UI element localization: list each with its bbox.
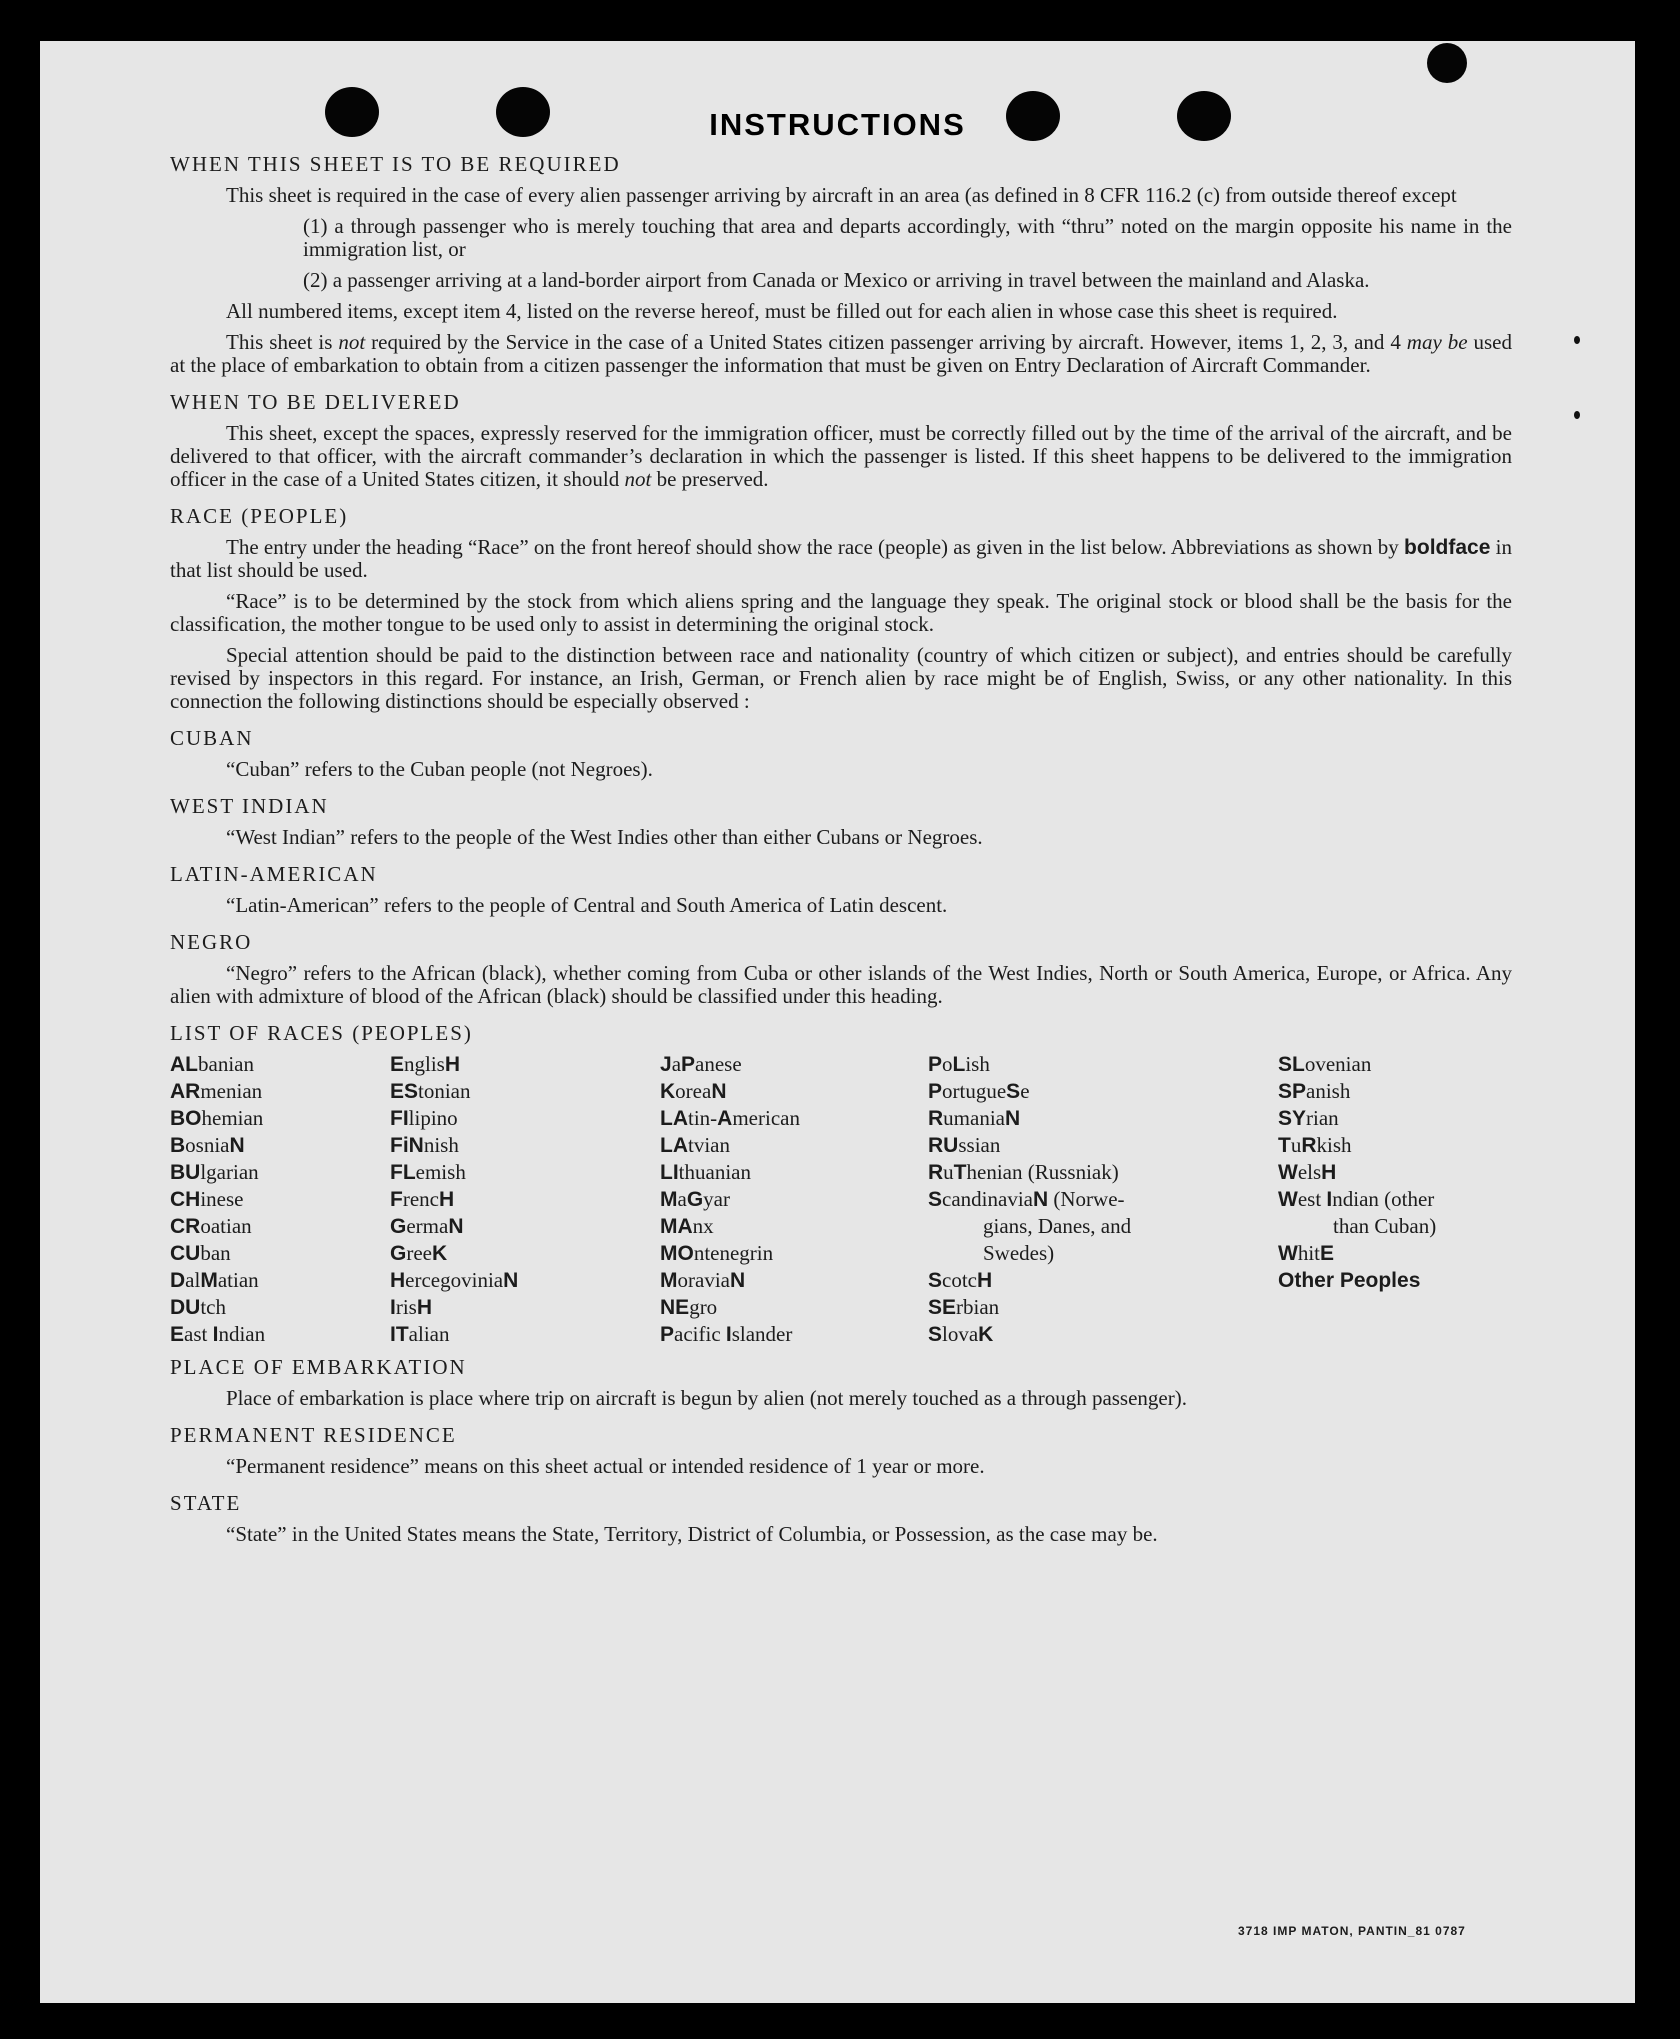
race-text: inese: [200, 1187, 244, 1211]
race-entry: [660, 1078, 928, 1105]
race-abbreviation: I: [725, 1323, 732, 1346]
race-abbreviation: N: [1032, 1188, 1049, 1211]
race-abbreviation: W: [1278, 1242, 1298, 1265]
race-entry: [660, 1267, 928, 1294]
race-column: [1278, 1051, 1512, 1348]
race-abbreviation: CH: [170, 1188, 201, 1211]
race-abbreviation: CR: [170, 1215, 201, 1238]
emphasis: not: [338, 330, 366, 354]
race-abbreviation: H: [390, 1269, 406, 1292]
race-text: candinavia: [942, 1187, 1033, 1211]
race-abbreviation: S: [928, 1188, 943, 1211]
race-entry: [170, 1159, 390, 1186]
race-abbreviation: FL: [390, 1161, 416, 1184]
race-abbreviation: G: [686, 1188, 704, 1211]
race-abbreviation: P: [928, 1080, 943, 1103]
race-text: rbian: [956, 1295, 1000, 1319]
race-column: [390, 1051, 660, 1348]
race-abbreviation: B: [170, 1134, 186, 1157]
race-abbreviation: N: [503, 1269, 519, 1292]
race-text: a: [677, 1187, 687, 1211]
race-abbreviation: R: [1301, 1134, 1317, 1157]
race-abbreviation: N: [729, 1269, 746, 1292]
race-entry: [928, 1213, 1278, 1240]
race-text: est: [1297, 1187, 1327, 1211]
race-abbreviation: R: [928, 1161, 944, 1184]
race-entry: [660, 1186, 928, 1213]
race-entry: [390, 1267, 660, 1294]
text: The entry under the heading “Race” on the front hereof should show the race (people) as given in the list below. Abbreviations as shown by: [226, 535, 1405, 559]
race-abbreviation: AR: [170, 1080, 201, 1103]
document-page: [40, 41, 1635, 2003]
race-text: alian: [408, 1322, 450, 1346]
race-abbreviation: A: [717, 1107, 733, 1130]
paragraph: All numbered items, except item 4, listed on the reverse hereof, must be filled out for each alien in whose case this sheet is required.: [226, 299, 1338, 323]
race-text: emish: [415, 1160, 466, 1184]
race-entry: [660, 1051, 928, 1078]
race-abbreviation: E: [390, 1053, 405, 1076]
race-text: thuanian: [678, 1160, 751, 1184]
race-text: nglis: [404, 1052, 445, 1076]
margin-dot: [1574, 336, 1580, 344]
race-text: atian: [217, 1268, 259, 1292]
race-entry: [390, 1159, 660, 1186]
race-entry: [1278, 1213, 1512, 1240]
race-abbreviation: LI: [660, 1161, 679, 1184]
race-entry: [660, 1105, 928, 1132]
race-text: tonian: [418, 1079, 471, 1103]
race-text: menian: [200, 1079, 263, 1103]
race-entry: [928, 1159, 1278, 1186]
race-text: hit: [1297, 1241, 1320, 1265]
race-abbreviation: S: [1006, 1080, 1021, 1103]
race-text: ercegovinia: [405, 1268, 504, 1292]
race-abbreviation: H: [977, 1269, 993, 1292]
race-abbreviation: Other Peoples: [1278, 1269, 1421, 1292]
race-text: ree: [406, 1241, 432, 1265]
race-text: anese: [695, 1052, 742, 1076]
race-abbreviation: K: [660, 1080, 676, 1103]
heading-negro: NEGRO: [170, 930, 253, 954]
race-entry: [660, 1321, 928, 1348]
race-entry: [1278, 1051, 1512, 1078]
emphasis: may be: [1406, 330, 1468, 354]
race-text: yar: [703, 1187, 730, 1211]
race-text: umania: [943, 1106, 1005, 1130]
race-abbreviation: T: [1278, 1134, 1291, 1157]
race-entry: [928, 1186, 1278, 1213]
race-text: nish: [423, 1133, 459, 1157]
race-text: acific: [674, 1322, 726, 1346]
race-text: ndian (other: [1332, 1187, 1435, 1211]
race-entry: [660, 1132, 928, 1159]
race-entry: [170, 1186, 390, 1213]
race-abbreviation: I: [390, 1296, 396, 1319]
race-abbreviation: LA: [660, 1107, 688, 1130]
race-text: rian: [1306, 1106, 1339, 1130]
race-abbreviation: L: [952, 1053, 966, 1076]
heading-when-required: WHEN THIS SHEET IS TO BE REQUIRED: [170, 152, 621, 176]
paragraph: “Negro” refers to the African (black), whether coming from Cuba or other islands of the West Indies, North or South America, Europe, or Africa. Any alien with admixture of blood of the African (black) should be classified under this heading.: [170, 961, 1512, 1008]
race-text: ast: [184, 1322, 213, 1346]
race-entry: [1278, 1267, 1512, 1294]
race-entry: [1278, 1240, 1512, 1267]
race-text: anish: [1306, 1079, 1351, 1103]
race-entry: [390, 1213, 660, 1240]
heading-race: RACE (PEOPLE): [170, 504, 349, 528]
race-abbreviation: FiN: [390, 1134, 424, 1157]
race-abbreviation: W: [1278, 1161, 1298, 1184]
race-entry: [170, 1321, 390, 1348]
race-abbreviation: RU: [928, 1134, 959, 1157]
race-abbreviation: BU: [170, 1161, 201, 1184]
race-abbreviation: T: [953, 1161, 967, 1184]
race-text: osnia: [185, 1133, 230, 1157]
text: This sheet, except the spaces, expressly reserved for the immigration officer, must be correctly filled out by the time of the arrival of the aircraft, and be delivered to that officer, with the aircraft commander’s declaration in which the passenger is listed. If this sheet happens to be delivered to the immigration officer in the case of a United States citizen, it should: [170, 421, 1512, 491]
race-text: than Cuban): [1333, 1214, 1437, 1238]
race-abbreviation: R: [928, 1107, 944, 1130]
race-abbreviation: P: [928, 1053, 943, 1076]
paragraph: Place of embarkation is place where trip on aircraft is begun by alien (not merely touched as a through passenger).: [226, 1386, 1187, 1410]
race-abbreviation: M: [200, 1269, 218, 1292]
race-abbreviation: N: [1004, 1107, 1021, 1130]
race-column: [660, 1051, 928, 1348]
race-abbreviation: N: [711, 1080, 727, 1103]
race-text: erma: [406, 1214, 449, 1238]
text: required by the Service in the case of a United States citizen passenger arriving by aircraft. However, items 1, 2, 3, and 4: [365, 330, 1407, 354]
race-entry: [1278, 1132, 1512, 1159]
race-entry: [170, 1051, 390, 1078]
race-entry: [1278, 1186, 1512, 1213]
race-entry: [928, 1105, 1278, 1132]
margin-dot: [1574, 411, 1580, 419]
paragraph: [170, 536, 1512, 582]
race-abbreviation: N: [448, 1215, 464, 1238]
exception-item-2: (2) a passenger arriving at a land-border airport from Canada or Mexico or arriving in travel between the mainland and Alaska.: [303, 268, 1370, 292]
race-text: u: [943, 1160, 954, 1184]
paragraph: This sheet is required in the case of every alien passenger arriving by aircraft in an area (as defined in 8 CFR 116.2 (c) from outside thereof except: [226, 183, 1457, 207]
race-text: lova: [942, 1322, 979, 1346]
race-abbreviation: M: [660, 1269, 678, 1292]
race-text: henian (Russniak): [966, 1160, 1119, 1184]
race-abbreviation: SY: [1278, 1107, 1307, 1130]
race-entry: [928, 1240, 1278, 1267]
race-list: [170, 1051, 1512, 1348]
race-entry: [170, 1078, 390, 1105]
race-text: ris: [395, 1295, 417, 1319]
race-abbreviation: N: [229, 1134, 245, 1157]
race-text: a: [671, 1052, 682, 1076]
race-entry: [170, 1132, 390, 1159]
heading-place-of-embarkation: PLACE OF EMBARKATION: [170, 1355, 467, 1379]
paragraph: [170, 422, 1512, 491]
race-text: Swedes): [983, 1241, 1055, 1265]
race-text: lipino: [408, 1106, 458, 1130]
race-entry: [928, 1078, 1278, 1105]
race-abbreviation: I: [1326, 1188, 1333, 1211]
race-abbreviation: S: [928, 1323, 943, 1346]
race-entry: [928, 1294, 1278, 1321]
race-abbreviation: E: [1320, 1242, 1335, 1265]
race-abbreviation: H: [416, 1296, 433, 1319]
race-entry: [660, 1213, 928, 1240]
race-text: e: [1020, 1079, 1030, 1103]
race-entry: [170, 1294, 390, 1321]
text: in that list should be used.: [170, 535, 1513, 582]
race-text: u: [1290, 1133, 1302, 1157]
race-text: renc: [402, 1187, 439, 1211]
race-text: hemian: [201, 1106, 264, 1130]
race-abbreviation: E: [170, 1323, 185, 1346]
race-entry: [1278, 1159, 1512, 1186]
paragraph: “State” in the United States means the State, Territory, District of Columbia, or Possession, as the case may be.: [226, 1522, 1158, 1546]
race-text: banian: [198, 1052, 254, 1076]
paragraph: [170, 331, 1512, 377]
race-abbreviation: BO: [170, 1107, 202, 1130]
race-text: ban: [200, 1241, 231, 1265]
paragraph: “Permanent residence” means on this sheet actual or intended residence of 1 year or more.: [226, 1454, 985, 1478]
paragraph: “West Indian” refers to the people of the West Indies other than either Cubans or Negroes.: [226, 825, 983, 849]
race-abbreviation: SP: [1278, 1080, 1307, 1103]
race-text: lgarian: [200, 1160, 259, 1184]
heading-when-delivered: WHEN TO BE DELIVERED: [170, 390, 461, 414]
race-abbreviation: MO: [660, 1242, 694, 1265]
instructions-body: [170, 153, 1512, 1546]
race-entry: [1278, 1105, 1512, 1132]
race-text: tin-: [688, 1106, 718, 1130]
race-text: (Norwe-: [1048, 1187, 1125, 1211]
race-text: oravia: [677, 1268, 730, 1292]
paragraph: “Latin-American” refers to the people of Central and South America of Latin descent.: [226, 893, 948, 917]
race-entry: [390, 1105, 660, 1132]
race-abbreviation: H: [1321, 1161, 1337, 1184]
race-entry: [390, 1294, 660, 1321]
race-abbreviation: S: [928, 1269, 943, 1292]
race-entry: [390, 1051, 660, 1078]
race-abbreviation: SL: [1278, 1053, 1305, 1076]
race-abbreviation: IT: [390, 1323, 409, 1346]
race-abbreviation: K: [431, 1242, 448, 1265]
race-text: gians, Danes, and: [983, 1214, 1132, 1238]
race-abbreviation: G: [390, 1242, 407, 1265]
bold-word: boldface: [1404, 536, 1491, 559]
race-entry: [1278, 1078, 1512, 1105]
race-text: merican: [732, 1106, 800, 1130]
race-entry: [170, 1213, 390, 1240]
race-abbreviation: I: [212, 1323, 219, 1346]
heading-latin-american: LATIN-AMERICAN: [170, 862, 378, 886]
race-text: al: [185, 1268, 201, 1292]
race-entry: [928, 1267, 1278, 1294]
race-text: ish: [965, 1052, 990, 1076]
text: used at the place of embarkation to obtain from a citizen passenger the information that must be given on Entry Declaration of Aircraft Commander.: [170, 330, 1513, 377]
text: This sheet is: [226, 330, 339, 354]
race-text: nx: [692, 1214, 714, 1238]
race-abbreviation: H: [444, 1053, 461, 1076]
race-abbreviation: H: [438, 1188, 455, 1211]
exception-item-1: (1) a through passenger who is merely touching that area and departs accordingly, with “thru” noted on the margin opposite his name in the immigration list, or: [303, 214, 1512, 261]
race-text: kish: [1316, 1133, 1352, 1157]
race-text: slander: [731, 1322, 793, 1346]
race-abbreviation: FI: [390, 1107, 409, 1130]
race-entry: [170, 1267, 390, 1294]
emphasis: not: [624, 467, 652, 491]
heading-west-indian: WEST INDIAN: [170, 794, 329, 818]
race-entry: [660, 1294, 928, 1321]
race-entry: [928, 1321, 1278, 1348]
race-abbreviation: G: [390, 1215, 407, 1238]
race-text: oatian: [200, 1214, 252, 1238]
paragraph: “Race” is to be determined by the stock from which aliens spring and the language they speak. The original stock or blood shall be the basis for the classification, the mother tongue to be used only to assist in determining the original stock.: [170, 589, 1512, 636]
race-abbreviation: D: [170, 1269, 186, 1292]
race-text: o: [942, 1052, 953, 1076]
race-entry: [390, 1078, 660, 1105]
torn-corner-mark: [1427, 43, 1467, 83]
race-abbreviation: J: [660, 1053, 672, 1076]
heading-state: STATE: [170, 1491, 242, 1515]
race-abbreviation: P: [660, 1323, 675, 1346]
race-text: tch: [200, 1295, 226, 1319]
race-text: cotc: [942, 1268, 977, 1292]
race-abbreviation: MA: [660, 1215, 693, 1238]
race-entry: [928, 1132, 1278, 1159]
race-abbreviation: DU: [170, 1296, 201, 1319]
race-abbreviation: W: [1278, 1188, 1298, 1211]
race-abbreviation: LA: [660, 1134, 688, 1157]
race-text: els: [1297, 1160, 1322, 1184]
race-entry: [170, 1105, 390, 1132]
race-abbreviation: NE: [660, 1296, 690, 1319]
race-entry: [390, 1132, 660, 1159]
heading-cuban: CUBAN: [170, 726, 254, 750]
race-entry: [390, 1321, 660, 1348]
race-abbreviation: AL: [170, 1053, 198, 1076]
race-text: ssian: [958, 1133, 1001, 1157]
race-abbreviation: SE: [928, 1296, 957, 1319]
race-text: gro: [689, 1295, 718, 1319]
race-abbreviation: K: [978, 1323, 994, 1346]
heading-list-of-races: LIST OF RACES (PEOPLES): [170, 1021, 473, 1045]
paragraph: “Cuban” refers to the Cuban people (not Negroes).: [226, 757, 653, 781]
race-text: ovenian: [1304, 1052, 1372, 1076]
race-text: tvian: [688, 1133, 730, 1157]
race-entry: [390, 1240, 660, 1267]
race-abbreviation: ES: [390, 1080, 419, 1103]
race-entry: [660, 1240, 928, 1267]
page-title: INSTRUCTIONS: [709, 107, 966, 142]
race-text: ntenegrin: [693, 1241, 774, 1265]
text: be preserved.: [651, 467, 769, 491]
race-entry: [660, 1159, 928, 1186]
race-column: [170, 1051, 390, 1348]
race-entry: [390, 1186, 660, 1213]
race-text: ndian: [218, 1322, 266, 1346]
race-abbreviation: P: [681, 1053, 696, 1076]
paragraph: Special attention should be paid to the distinction between race and nationality (country of which citizen or subject), and entries should be carefully revised by inspectors in this regard. For instance, an Irish, German, or French alien by race might be of English, Swiss, or any other nationality. In this connection the following distinctions should be especially observed :: [170, 643, 1512, 713]
race-column: [928, 1051, 1278, 1348]
race-text: orea: [675, 1079, 712, 1103]
printer-imprint: 3718 IMP MATON, PANTIN_81 0787: [1238, 1924, 1466, 1938]
race-entry: [928, 1051, 1278, 1078]
race-abbreviation: CU: [170, 1242, 201, 1265]
race-abbreviation: F: [390, 1188, 403, 1211]
race-abbreviation: M: [660, 1188, 678, 1211]
heading-permanent-residence: PERMANENT RESIDENCE: [170, 1423, 457, 1447]
race-entry: [170, 1240, 390, 1267]
race-text: ortugue: [942, 1079, 1007, 1103]
